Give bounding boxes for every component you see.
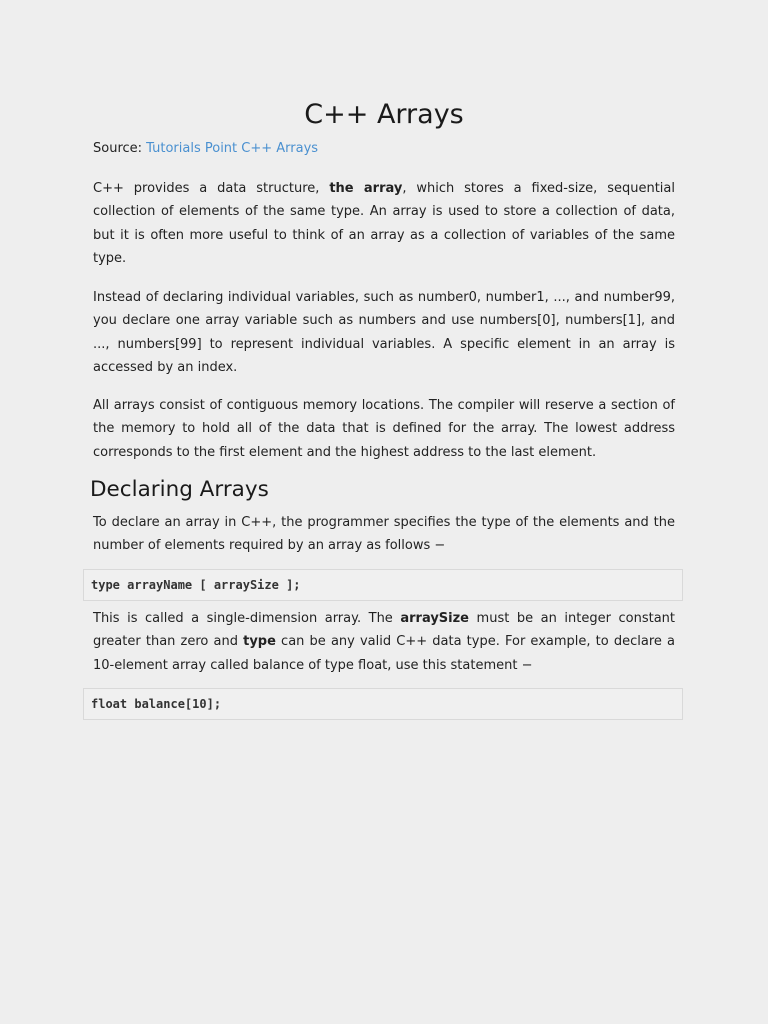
declaring-text-c: can be any valid C++ data type. For example, to declare a 10-element array called balance of type float, use this statement − [93,634,675,673]
declaring-paragraph-1: To declare an array in C++, the programmer specifies the type of the elements and the number of elements required by an array as follows − [93,515,675,554]
intro-bold-term: the array [329,181,403,196]
section-heading-declaring: Declaring Arrays [90,477,269,502]
code-block-example: float balance[10]; [83,688,683,720]
declaring-text-a: This is called a single-dimension array. The [93,611,401,626]
source-line [93,139,318,159]
intro-paragraph-1 [93,177,675,270]
declaring-paragraph-2 [93,607,675,677]
intro-text-b: , which stores a fixed-size, sequential collection of elements of the same type. An array is used to store a collection of data, but it is often more useful to think of an array as a collection of variables of the same type. [93,181,675,266]
code-block-declaration: type arrayName [ arraySize ]; [83,569,683,601]
declaring-text-b: must be an integer constant greater than zero and [93,611,675,650]
intro-text-a: C++ provides a data structure, [93,181,330,196]
intro-paragraph-2: Instead of declaring individual variables, such as number0, number1, ..., and number99, you declare one array variable such as numbers and use numbers[0], numbers[1], and ..., numbers[99] to represent individual variables. A specific element in an array is accessed by an index. [93,290,675,375]
declaring-bold-arraysize: arraySize [400,611,470,626]
page-title: C++ Arrays [304,99,464,130]
source-label: Source: [93,141,143,156]
declaring-bold-type: type [243,634,276,650]
intro-paragraph-3: All arrays consist of contiguous memory locations. The compiler will reserve a section of the memory to hold all of the data that is defined for the array. The lowest address corresponds to the first element and the highest address to the last element. [93,398,675,460]
source-link[interactable]: Tutorials Point C++ Arrays [146,141,319,156]
